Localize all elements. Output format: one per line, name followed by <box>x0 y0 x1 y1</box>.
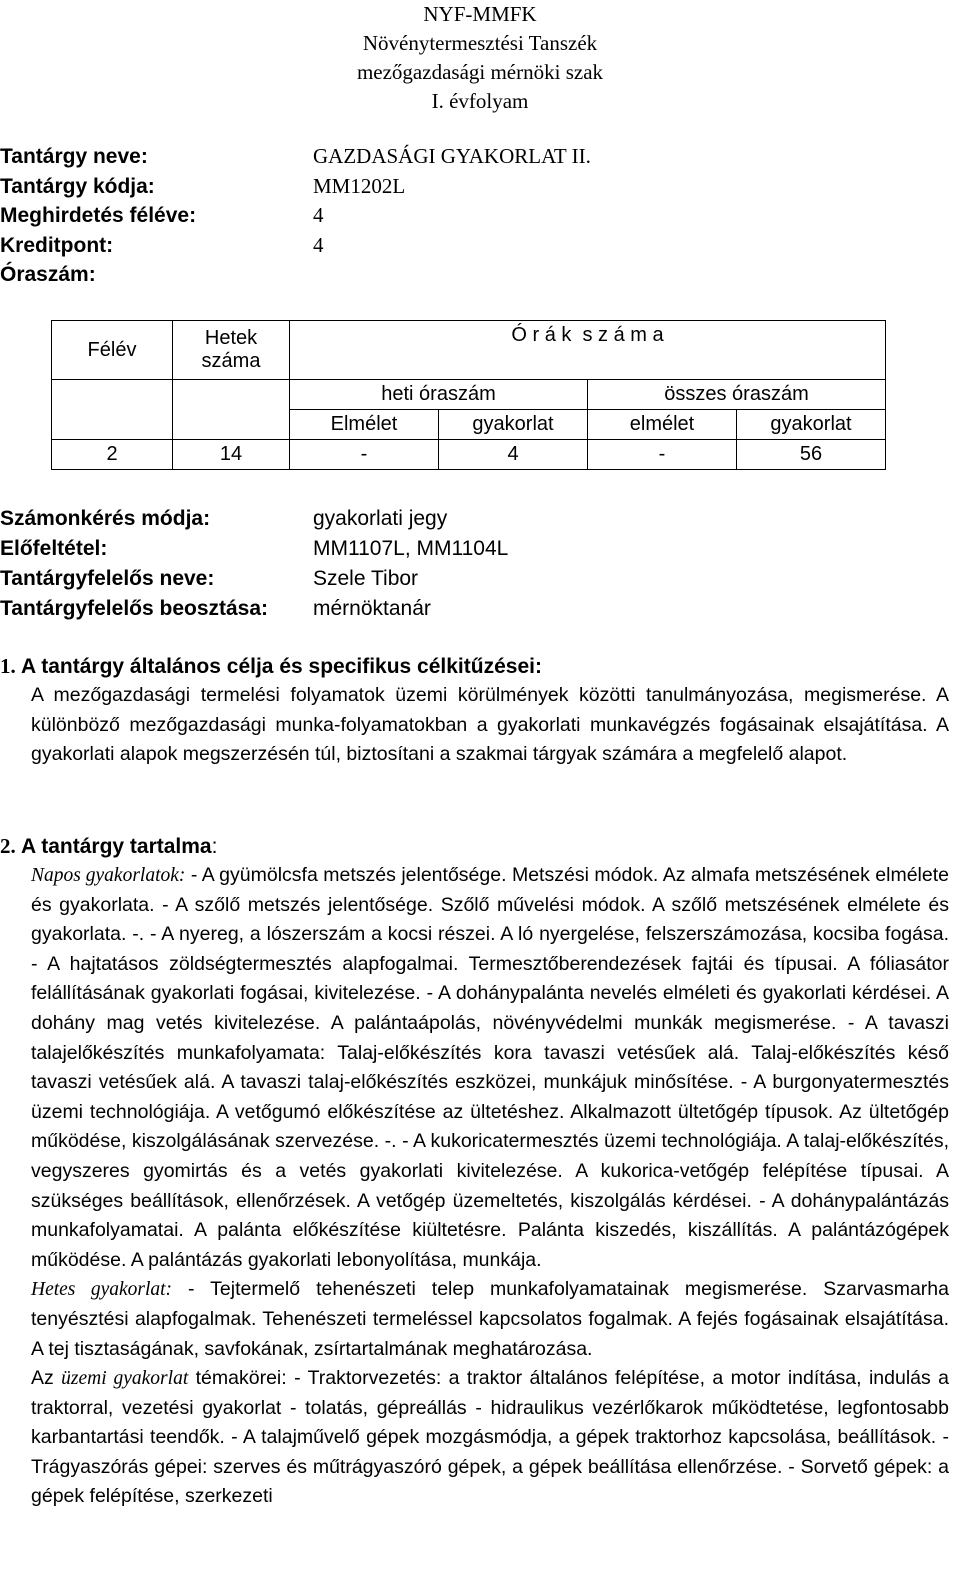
meta-row <box>0 534 508 564</box>
responsible-name-label: Tantárgyfelelős neve: <box>0 567 215 590</box>
course-name-row <box>0 142 591 172</box>
uzemi-paragraph <box>31 1364 949 1512</box>
course-code-label: Tantárgy kódja: <box>0 174 155 198</box>
uzemi-prefix: Az <box>31 1367 62 1390</box>
table-row <box>52 440 886 470</box>
course-name-value: GAZDASÁGI GYAKORLAT II. <box>313 144 591 168</box>
department-name: Növénytermesztési Tanszék <box>362 31 598 55</box>
credit-label: Kreditpont: <box>0 233 114 257</box>
hetes-text: - Tejtermelő tehenészeti telep munkafolyamatainak megismerése. Szarvasmarha tenyésztési alapfogalmak. Tehenészeti termeléssel kapcsolatos fogalmak. A fejés fogásainak elsajátítása. A tej tisztaságának, savfokának, zsírtartalmának meghatározása. <box>31 1278 949 1360</box>
section-1-title: A tantárgy általános célja és specifikus célkitűzései: <box>21 655 542 678</box>
section-2-title: A tantárgy tartalma <box>21 835 212 858</box>
hours-row <box>0 260 591 290</box>
empty-cell <box>173 410 290 440</box>
napos-label: Napos gyakorlatok: <box>31 865 186 886</box>
col-gyakorlat: gyakorlat <box>439 410 588 440</box>
cell-osszes-gyakorlat: 56 <box>737 440 886 470</box>
course-info <box>0 142 591 290</box>
cell-felev: 2 <box>52 440 173 470</box>
col-gyakorlat-total: gyakorlat <box>737 410 886 440</box>
course-code-row <box>0 172 591 202</box>
napos-paragraph <box>31 861 949 1275</box>
credit-value: 4 <box>313 232 324 257</box>
semester-value: 4 <box>313 203 324 227</box>
section-2-heading <box>0 831 960 861</box>
section-objectives <box>0 651 960 770</box>
year-level: I. évfolyam <box>431 89 529 113</box>
hours-table <box>51 320 886 470</box>
cell-hetek: 14 <box>173 440 290 470</box>
program-name: mezőgazdasági mérnöki szak <box>356 60 604 84</box>
document-header <box>0 0 960 116</box>
section-1-heading <box>0 651 960 681</box>
uzemi-text: témakörei: - Traktorvezetés: a traktor általános felépítése, a motor indítása, indulás a traktorral, vezetési gyakorlat - tolatás, gépreállás - hidraulikus vezérlőkarok működtetése, legfontosabb karbantartási teendők. - A talajművelő gépek mozgásmódja, a gépek traktorhoz kapcsolása, beállítások. - Trágyaszórás gépei: szerves és műtrágyaszóró gépek, a gépek beállítása ellenőrzése. - Sorvető gépek: a gépek felépítése, szerkezeti <box>31 1367 949 1508</box>
responsible-position-value: mérnöktanár <box>313 597 431 620</box>
uzemi-label: üzemi gyakorlat <box>61 1368 189 1390</box>
col-elmelet: Elmélet <box>290 410 439 440</box>
section-1-number: 1. <box>0 654 16 678</box>
heti-oraszam-header: heti óraszám <box>290 380 588 410</box>
meta-row <box>0 504 508 534</box>
orak-szama-header: Ó r á k s z á m a <box>290 321 886 380</box>
prerequisite-label: Előfeltétel: <box>0 537 108 560</box>
section-2-colon: : <box>211 835 218 858</box>
hetes-label: Hetes gyakorlat: <box>31 1279 173 1301</box>
hetek-header <box>173 321 290 380</box>
hetes-paragraph <box>31 1275 949 1364</box>
assessment-label: Számonkérés módja: <box>0 507 211 530</box>
hetek-line1: Hetek <box>204 327 258 349</box>
institution-name: NYF-MMFK <box>423 2 537 26</box>
felev-header: Félév <box>52 321 173 380</box>
empty-cell <box>52 410 173 440</box>
course-code-value: MM1202L <box>313 173 406 198</box>
empty-cell <box>173 380 290 410</box>
responsible-position-label: Tantárgyfelelős beosztása: <box>0 597 269 620</box>
section-2-number: 2. <box>0 834 16 858</box>
course-meta <box>0 504 508 624</box>
semester-row <box>0 201 591 231</box>
osszes-oraszam-header: összes óraszám <box>588 380 886 410</box>
meta-row <box>0 594 508 624</box>
empty-cell <box>52 380 173 410</box>
hetek-line2: száma <box>201 350 261 372</box>
meta-row <box>0 564 508 594</box>
col-elmelet-total: elmélet <box>588 410 737 440</box>
cell-heti-elmelet: - <box>290 440 439 470</box>
cell-osszes-elmelet: - <box>588 440 737 470</box>
semester-label: Meghirdetés féléve: <box>0 204 197 227</box>
course-name-label: Tantárgy neve: <box>0 145 148 168</box>
responsible-name-value: Szele Tibor <box>313 567 419 590</box>
cell-heti-gyakorlat: 4 <box>439 440 588 470</box>
section-content <box>0 831 960 1512</box>
credit-row <box>0 231 591 261</box>
section-1-text: A mezőgazdasági termelési folyamatok üzemi körülmények közötti tanulmányozása, megismerése. A különböző mezőgazdasági munka-folyamatokban a gyakorlati munkavégzés fogásainak elsajátítása. A gyakorlati alapok megszerzésén túl, biztosítani a szakmai tárgyak számára a megfelelő alapot. <box>31 684 949 766</box>
napos-text: - A gyümölcsfa metszés jelentősége. Metszési módok. Az almafa metszésének elmélete és gyakorlata. - A szőlő metszés jelentősége. Szőlő művelési módok. A szőlő metszésének elmélete és gyakorlata. -. - A nyereg, a lószerszám a kocsi részei. A ló nyergelése, felszerszámozása, kocsiba fogása. - A hajtatásos zöldségtermesztés alapfogalmai. Termesztőberendezések fajtái és típusai. A fóliasátor felállításának gyakorlati fogásai, kivitelezése. - A dohánypalánta nevelés elméleti és gyakorlati kérdései. A dohány mag vetés kivitelezése. A palántaápolás, növényvédelmi munkák megismerése. - A tavaszi talajelőkészítés munkafolyamata: Talaj-előkészítés kora tavaszi vetésűek alá. Talaj-előkészítés késő tavaszi vetésűek alá. A tavaszi talaj-előkészítés eszközei, munkájuk minősítése. - A burgonyatermesztés üzemi technológiája. A vetőgumó előkészítése az ültetéshez. Alkalmazott ültetőgép típusok. Az ültetőgép működése, kiszolgálásának szervezése. -. - A kukoricatermesztés üzemi technológiája. A talaj-előkészítés, vegyszeres gyomirtás és a vetés gyakorlati kivitelezése. A kukorica-vetőgép felépítése típusai. A szükséges beállítások, ellenőrzések. A vetőgép üzemeltetés, kiszolgálás kérdései. - A dohánypalántázás munkafolyamatai. A palánta előkészítése kiültetésre. Palánta kiszedés, kiszállítás. A palántázógépek működése. A palántázás gyakorlati lebonyolítása, munkája. <box>31 864 949 1271</box>
hours-label: Óraszám: <box>0 263 96 286</box>
assessment-value: gyakorlati jegy <box>313 507 448 530</box>
prerequisite-value: MM1107L, MM1104L <box>313 537 509 560</box>
